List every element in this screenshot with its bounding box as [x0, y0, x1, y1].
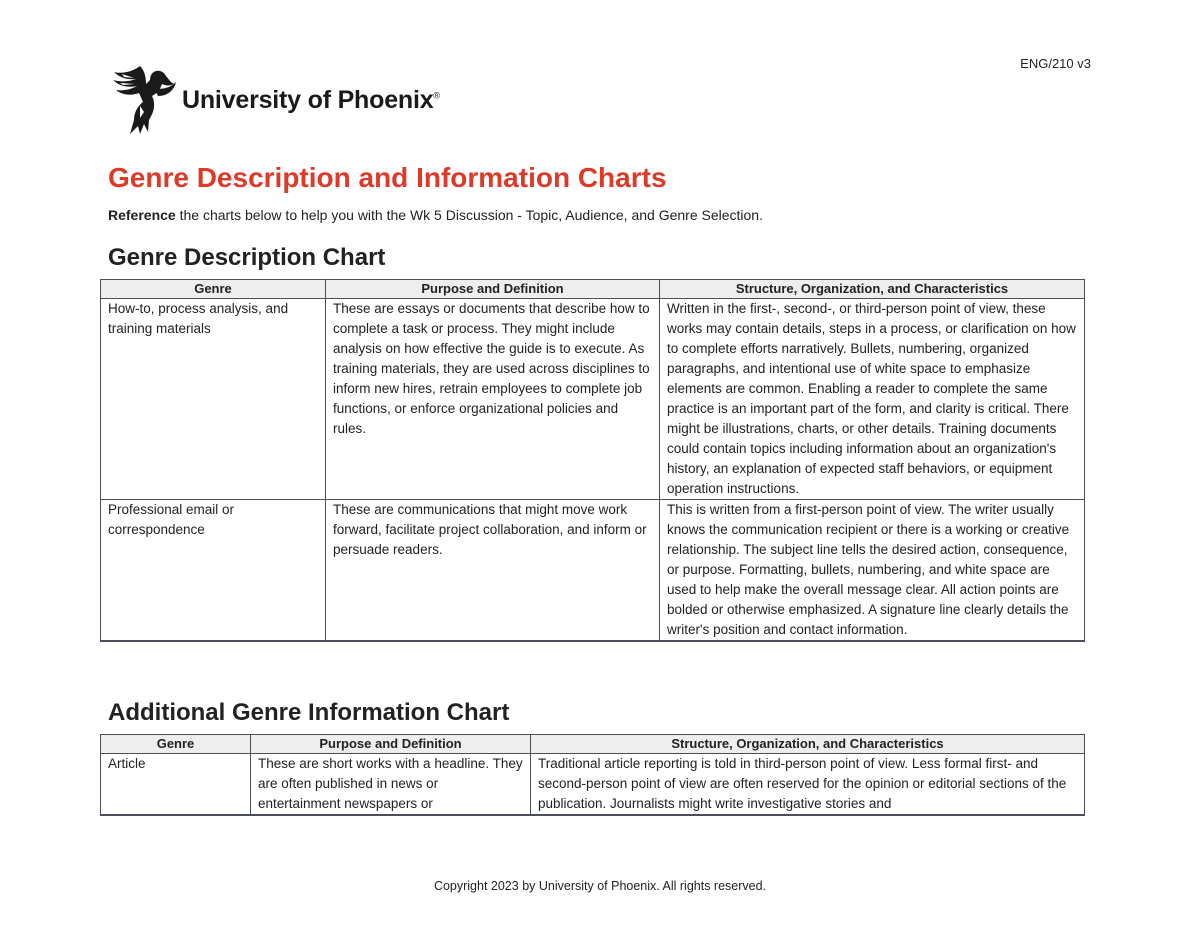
cell-structure: Traditional article reporting is told in third-person point of view. Less formal first- and second-person point of view are often reserved for the opinion or editorial sections of the publication. Journalists might write investigative stories and [531, 754, 1085, 816]
intro-text [108, 207, 763, 223]
cell-purpose: These are essays or documents that describe how to complete a task or process. They might include analysis on how effective the guide is to execute. As training materials, they are used across disciplines to inform new hires, retrain employees to complete job functions, or enforce organizational policies and rules. [326, 299, 660, 500]
header-structure: Structure, Organization, and Characteristics [531, 735, 1085, 754]
cell-purpose: These are communications that might move work forward, facilitate project collaboration, and inform or persuade readers. [326, 500, 660, 642]
university-logo [110, 64, 440, 136]
additional-genre-table [100, 734, 1085, 816]
course-code: ENG/210 v3 [1020, 56, 1091, 71]
chart2-title: Additional Genre Information Chart [108, 699, 510, 726]
header-structure: Structure, Organization, and Characteristics [660, 280, 1085, 299]
cell-structure: Written in the first-, second-, or third-person point of view, these works may contain details, steps in a process, or clarification on how to complete efforts narratively. Bullets, numbering, organized paragraphs, and intentional use of white space to emphasize elements are common. Enabling a reader to complete the same practice is an important part of the form, and clarity is critical. There might be illustrations, charts, or other details. Training documents could contain topics including information about an organization's history, an explanation of expected staff behaviors, or equipment operation instructions. [660, 299, 1085, 500]
table-header-row [101, 735, 1085, 754]
genre-description-table [100, 279, 1085, 642]
intro-bold: Reference [108, 207, 176, 223]
cell-genre: Article [101, 754, 251, 816]
cell-structure: This is written from a first-person point of view. The writer usually knows the communication recipient or there is a working or creative relationship. The subject line tells the desired action, consequence, or purpose. Formatting, bullets, numbering, and white space are used to help make the overall message clear. All action points are bolded or otherwise emphasized. A signature line clearly details the writer's position and contact information. [660, 500, 1085, 642]
cell-purpose: These are short works with a headline. They are often published in news or entertainment newspapers or [251, 754, 531, 816]
copyright-footer: Copyright 2023 by University of Phoenix. All rights reserved. [433, 879, 767, 893]
header-purpose: Purpose and Definition [326, 280, 660, 299]
chart1-title: Genre Description Chart [108, 244, 386, 271]
table-row [101, 754, 1085, 816]
header-genre: Genre [101, 735, 251, 754]
table-row [101, 500, 1085, 642]
page-title: Genre Description and Information Charts [108, 162, 667, 193]
phoenix-bird-icon [110, 64, 180, 136]
logo-wordmark: University of Phoenix® [182, 85, 440, 114]
header-genre: Genre [101, 280, 326, 299]
intro-rest: the charts below to help you with the Wk 5 Discussion - Topic, Audience, and Genre Selection. [175, 207, 763, 223]
table-header-row [101, 280, 1085, 299]
cell-genre: How-to, process analysis, and training materials [101, 299, 326, 500]
header-purpose: Purpose and Definition [251, 735, 531, 754]
table-row [101, 299, 1085, 500]
cell-genre: Professional email or correspondence [101, 500, 326, 642]
